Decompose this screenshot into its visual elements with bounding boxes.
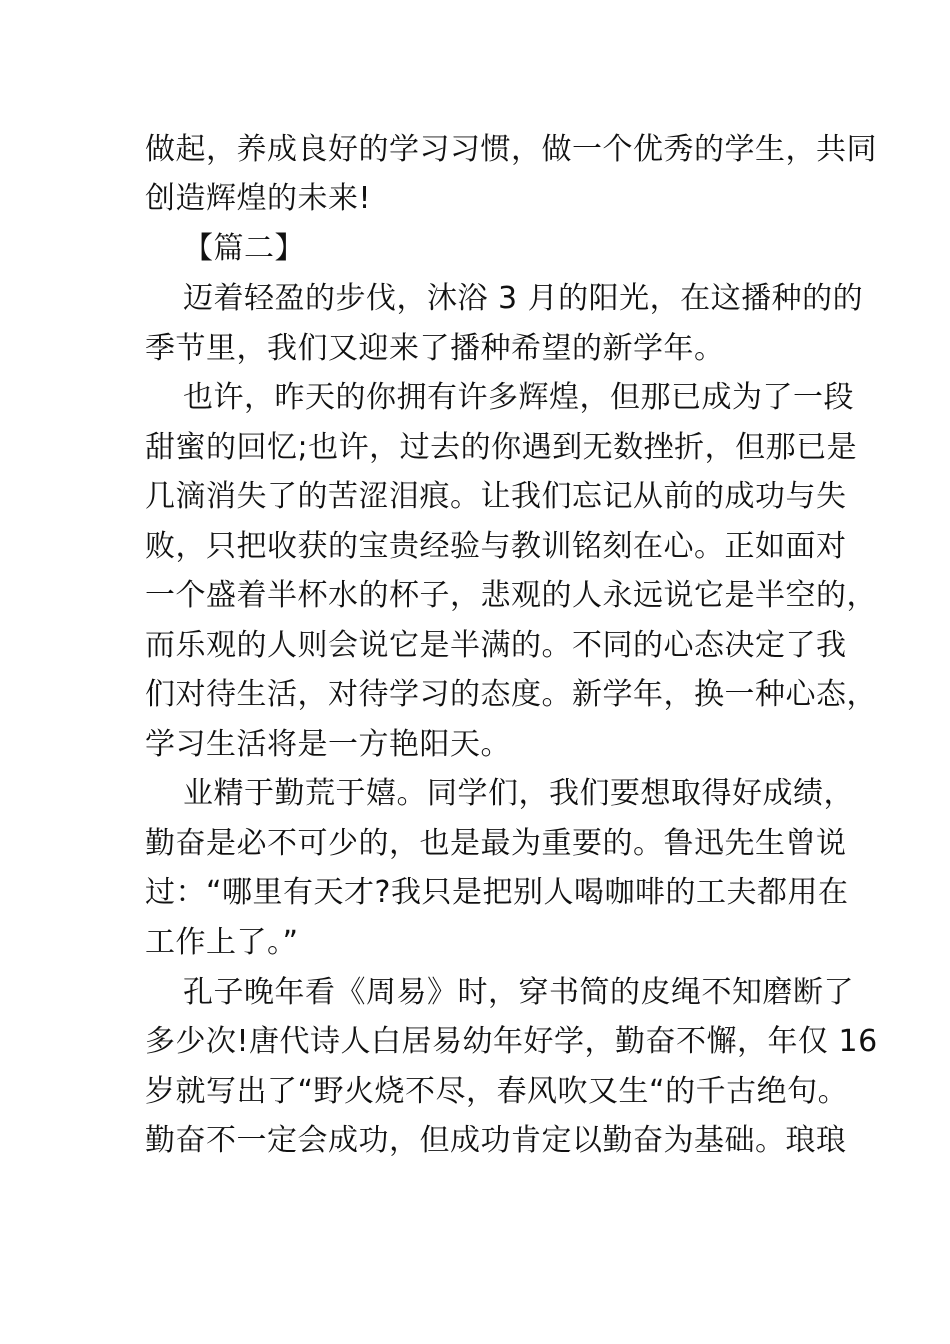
text-line: 孔子晚年看《周易》时，穿书简的皮绳不知磨断了 [183,975,854,1010]
text-line: 一个盛着半杯水的杯子，悲观的人永远说它是半空的， [145,578,877,613]
text-line: 几滴消失了的苦涩泪痕。让我们忘记从前的成功与失 [145,479,847,514]
text-line: 也许，昨天的你拥有许多辉煌，但那已成为了一段 [183,380,854,415]
text-line: 勤奋不一定会成功，但成功肯定以勤奋为基础。琅琅 [145,1123,847,1158]
text-line: 们对待生活，对待学习的态度。新学年，换一种心态， [145,677,877,712]
text-line: 岁就写出了“野火烧不尽，春风吹又生“的千古绝句。 [145,1074,849,1109]
text-line: 做起，养成良好的学习习惯，做一个优秀的学生，共同 [145,132,877,167]
text-line: 过：“哪里有天才?我只是把别人喝咖啡的工夫都用在 [145,875,849,910]
text-line: 季节里，我们又迎来了播种希望的新学年。 [145,331,725,366]
text-line: 败，只把收获的宝贵经验与教训铭刻在心。正如面对 [145,529,847,564]
text-line: 创造辉煌的未来! [145,181,372,216]
text-line: 迈着轻盈的步伐，沐浴 3 月的阳光，在这播种的的 [183,281,864,316]
text-line: 工作上了。” [145,925,299,960]
text-line: 勤奋是必不可少的，也是最为重要的。鲁迅先生曾说 [145,826,847,861]
text-line: 学习生活将是一方艳阳天。 [145,727,511,762]
text-line: 甜蜜的回忆;也许，过去的你遇到无数挫折，但那已是 [145,430,858,465]
text-line: 业精于勤荒于嬉。同学们，我们要想取得好成绩， [183,776,854,811]
text-line: 多少次!唐代诗人白居易幼年好学，勤奋不懈，年仅 16 [145,1024,878,1059]
text-line: 而乐观的人则会说它是半满的。不同的心态决定了我 [145,628,847,663]
section-heading: 【篇二】 [183,231,305,266]
